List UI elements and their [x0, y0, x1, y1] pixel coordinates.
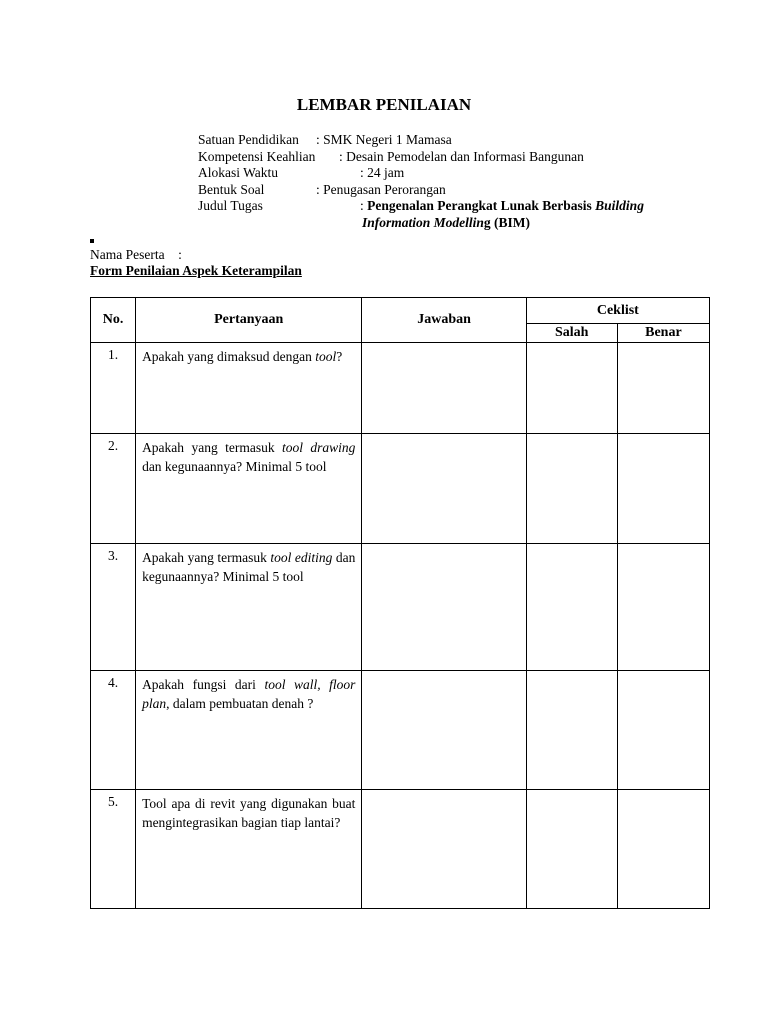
header-ceklist: Ceklist — [526, 298, 709, 324]
meta-value: : SMK Negeri 1 Mamasa — [316, 132, 452, 147]
question-cell — [136, 671, 362, 790]
header-pertanyaan: Pertanyaan — [136, 298, 362, 343]
table-row — [91, 343, 710, 434]
salah-cell[interactable] — [526, 790, 617, 909]
benar-cell[interactable] — [617, 544, 709, 671]
answer-cell[interactable] — [362, 434, 526, 544]
question-cell — [136, 343, 362, 434]
benar-cell[interactable] — [617, 343, 709, 434]
meta-value-bold: Pengenalan Perangkat Lunak Berbasis — [367, 198, 596, 213]
question-text: tool wall, floor plan — [142, 677, 356, 711]
table-row — [91, 434, 710, 544]
table-row — [91, 544, 710, 671]
meta-value-prefix: : — [360, 198, 368, 213]
answer-cell[interactable] — [362, 343, 526, 434]
header-jawaban: Jawaban — [362, 298, 526, 343]
row-number: 3. — [91, 544, 136, 671]
meta-label: Bentuk Soal — [198, 181, 265, 197]
question-text: tool — [315, 349, 337, 364]
question-cell — [136, 434, 362, 544]
form-title: Form Penilaian Aspek Keterampilan — [90, 263, 302, 278]
meta-value-line2-italic: Information Modellin — [362, 214, 484, 230]
meta-value: : Desain Pemodelan dan Informasi Bangunan — [339, 148, 584, 164]
row-number: 1. — [91, 343, 136, 434]
question-cell — [136, 544, 362, 671]
header-salah: Salah — [526, 324, 617, 343]
benar-cell[interactable] — [617, 671, 709, 790]
question-text: Apakah yang termasuk — [142, 550, 271, 565]
question-text: Apakah yang termasuk — [142, 440, 282, 455]
header-no: No. — [91, 298, 136, 343]
benar-cell[interactable] — [617, 790, 709, 909]
question-text: ? — [336, 349, 343, 364]
document-title: LEMBAR PENILAIAN — [296, 95, 472, 114]
salah-cell[interactable] — [526, 434, 617, 544]
question-text: dan kegunaannya? Minimal 5 tool — [142, 550, 356, 584]
question-text: dan kegunaannya? Minimal 5 tool — [142, 459, 327, 474]
salah-cell[interactable] — [526, 544, 617, 671]
meta-value: : Penugasan Perorangan — [316, 181, 446, 197]
meta-label: Satuan Pendidikan — [198, 132, 299, 147]
assessment-table — [90, 297, 710, 909]
question-text: tool drawing — [282, 440, 356, 455]
meta-value-bold-italic: Building — [595, 198, 644, 213]
meta-label: Kompetensi Keahlian — [198, 148, 316, 164]
meta-label: Alokasi Waktu — [198, 165, 279, 180]
salah-cell[interactable] — [526, 343, 617, 434]
row-number: 2. — [91, 434, 136, 544]
answer-cell[interactable] — [362, 790, 526, 909]
meta-value: : 24 jam — [360, 165, 405, 180]
meta-value-line2-tail: g (BIM) — [483, 214, 531, 230]
table-row — [91, 671, 710, 790]
benar-cell[interactable] — [617, 434, 709, 544]
bullet-marker — [90, 239, 94, 243]
question-cell — [136, 790, 362, 909]
nama-peserta-label: Nama Peserta : — [90, 247, 182, 262]
answer-cell[interactable] — [362, 544, 526, 671]
row-number: 4. — [91, 671, 136, 790]
meta-label: Judul Tugas — [198, 198, 263, 213]
question-text: , dalam pembuatan denah ? — [166, 696, 314, 711]
salah-cell[interactable] — [526, 671, 617, 790]
row-number: 5. — [91, 790, 136, 909]
meta-value — [360, 198, 644, 215]
meta-value-cont — [362, 215, 530, 232]
answer-cell[interactable] — [362, 671, 526, 790]
question-text: Apakah yang dimaksud dengan — [142, 349, 316, 364]
question-text: Tool apa di revit yang digunakan buat mengintegrasikan bagian tiap lantai? — [142, 796, 356, 830]
question-text: Apakah fungsi dari — [142, 677, 265, 692]
table-row — [91, 790, 710, 909]
question-text: tool editing — [270, 550, 333, 565]
header-benar: Benar — [617, 324, 709, 343]
